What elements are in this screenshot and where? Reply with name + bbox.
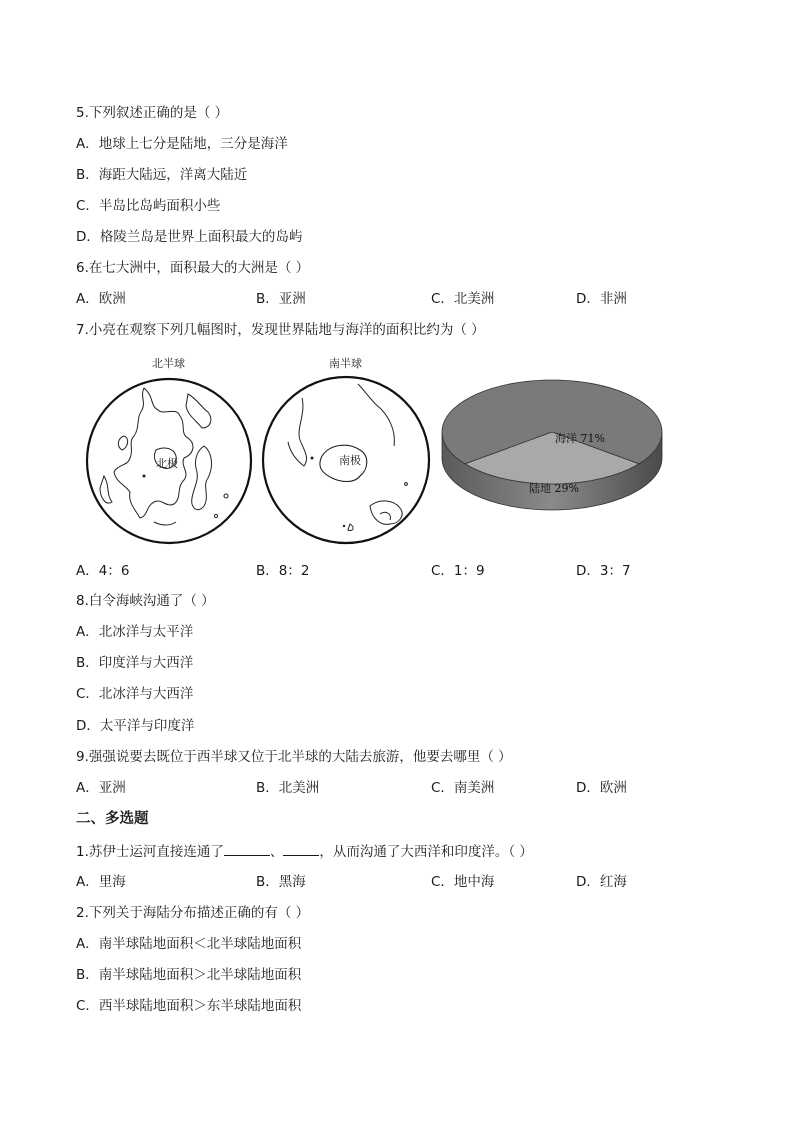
- m1-option-d: D．红海: [576, 874, 627, 890]
- q6-stem: 6.在七大洲中，面积最大的大洲是（ ）: [76, 260, 310, 276]
- q6-option-a: A．欧洲: [76, 291, 126, 307]
- m1-option-c: C．地中海: [431, 874, 495, 890]
- q9-option-a: A．亚洲: [76, 780, 126, 796]
- m1-option-b: B．黑海: [256, 874, 306, 890]
- q9-option-c: C．南美洲: [431, 780, 495, 796]
- q5-option-c: C．半岛比岛屿面积小些: [76, 198, 221, 214]
- q9-stem: 9.强强说要去既位于西半球又位于北半球的大陆去旅游，他要去哪里（ ）: [76, 749, 512, 765]
- m2-stem: 2.下列关于海陆分布描述正确的有（ ）: [76, 905, 310, 921]
- q7-option-c: C．1：9: [431, 563, 485, 579]
- q8-stem: 8.白令海峡沟通了（ ）: [76, 593, 215, 609]
- q6-option-c: C．北美洲: [431, 291, 495, 307]
- q9-option-d: D．欧洲: [576, 780, 627, 796]
- m2-option-b: B．南半球陆地面积＞北半球陆地面积: [76, 967, 302, 983]
- south-pole-label: 南极: [339, 454, 361, 467]
- q7-option-a: A．4：6: [76, 563, 130, 579]
- q7-stem: 7.小亮在观察下列几幅图时，发现世界陆地与海洋的面积比约为（ ）: [76, 322, 485, 338]
- q9-option-b: B．北美洲: [256, 780, 320, 796]
- q5-option-b: B．海距大陆远，洋离大陆近: [76, 167, 248, 183]
- q8-option-a: A．北冰洋与太平洋: [76, 624, 194, 640]
- m1-stem-separator: 、: [269, 844, 284, 860]
- north-hemisphere-title: 北半球: [152, 357, 185, 370]
- m1-stem: [76, 842, 533, 861]
- q5-option-a: A．地球上七分是陆地，三分是海洋: [76, 136, 288, 152]
- south-hemisphere-title: 南半球: [329, 357, 362, 370]
- ocean-slice-label: 海洋 71%: [555, 432, 605, 445]
- q6-option-d: D．非洲: [576, 291, 627, 307]
- north-pole-label: 北极: [156, 457, 178, 470]
- q5-option-d: D．格陵兰岛是世界上面积最大的岛屿: [76, 229, 303, 245]
- q7-option-b: B．8：2: [256, 563, 310, 579]
- q7-option-d: D．3：7: [576, 563, 631, 579]
- q5-stem: 5.下列叙述正确的是（ ）: [76, 105, 229, 121]
- section-heading: 二、多选题: [76, 811, 149, 827]
- m1-blank-1[interactable]: [224, 842, 270, 856]
- q7-figure: [82, 352, 672, 552]
- q8-option-d: D．太平洋与印度洋: [76, 718, 195, 734]
- m1-option-a: A．里海: [76, 874, 126, 890]
- q8-option-c: C．北冰洋与大西洋: [76, 686, 194, 702]
- m1-blank-2[interactable]: [283, 842, 319, 856]
- m1-stem-start: 1.苏伊士运河直接连通了: [76, 844, 224, 860]
- q6-option-b: B．亚洲: [256, 291, 306, 307]
- q8-option-b: B．印度洋与大西洋: [76, 655, 194, 671]
- m1-stem-end: ，从而沟通了大西洋和印度洋。（ ）: [319, 844, 533, 860]
- land-slice-label: 陆地 29%: [529, 482, 579, 495]
- land-ocean-pie-chart: [437, 352, 667, 552]
- m2-option-c: C．西半球陆地面积＞东半球陆地面积: [76, 998, 302, 1014]
- m2-option-a: A．南半球陆地面积＜北半球陆地面积: [76, 936, 302, 952]
